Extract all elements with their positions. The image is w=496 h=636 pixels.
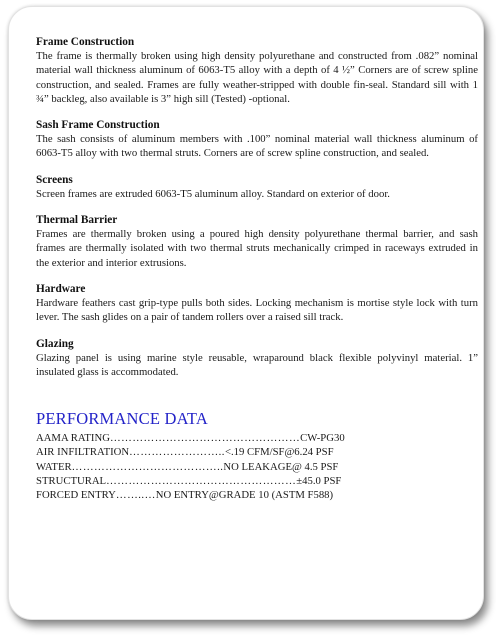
section-body: Screen frames are extruded 6063-T5 aluminum alloy. Standard on exterior of door. xyxy=(36,187,390,200)
section-thermal-barrier xyxy=(36,213,478,270)
performance-value: CW-PG30 xyxy=(300,432,345,445)
section-body: The sash consists of aluminum members with .100” nominal material wall thickness aluminum of 6063-T5 alloy with two thermal struts. Corners are of screw spline construction, and sealed. xyxy=(36,133,478,160)
section-heading: Hardware xyxy=(36,282,86,295)
performance-row-structural xyxy=(36,474,376,488)
section-sash-frame-construction xyxy=(36,118,478,161)
leader-dots: ……..… xyxy=(115,489,156,502)
performance-title: PERFORMANCE DATA xyxy=(36,409,208,429)
section-heading: Sash Frame Construction xyxy=(36,119,160,132)
performance-label: FORCED ENTRY xyxy=(36,489,116,502)
performance-value: ±45.0 PSF xyxy=(296,475,342,488)
performance-value: NO LEAKAGE@ 4.5 PSF xyxy=(223,460,339,473)
performance-label: WATER xyxy=(36,460,72,473)
performance-label: AIR INFILTRATION xyxy=(36,446,130,459)
leader-dots: …………………………………………… xyxy=(106,475,297,488)
leader-dots: …………………….. xyxy=(129,446,225,459)
section-glazing xyxy=(36,337,478,380)
performance-row-water xyxy=(36,460,376,474)
section-frame-construction xyxy=(36,35,478,106)
performance-value: NO ENTRY@GRADE 10 (ASTM F588) xyxy=(155,489,334,502)
performance-data xyxy=(36,409,478,502)
section-body: The frame is thermally broken using high density polyurethane and constructed from .082” nominal material wall thickness aluminum of 6063-T5 alloy with a depth of 4 ½” Corners are of screw spline construction, and sealed. Frames are fully weather-stripped with double fin-seal. Standard sill with 1 ¾” backleg, also available is 3” high sill (Tested) -optional. xyxy=(36,50,478,105)
performance-label: STRUCTURAL xyxy=(36,475,107,488)
section-body: Hardware feathers cast grip-type pulls both sides. Locking mechanism is mortise style lock with turn lever. The sash glides on a pair of tandem rollers over a raised sill track. xyxy=(36,296,478,324)
section-heading: Thermal Barrier xyxy=(36,214,118,227)
performance-row-air-infiltration xyxy=(36,445,376,459)
document-content xyxy=(36,35,478,503)
document-card xyxy=(8,6,484,620)
leader-dots: …………………………………………… xyxy=(109,432,301,445)
section-heading: Glazing xyxy=(36,337,74,350)
section-body: Frames are thermally broken using a poured high density polyurethane thermal barrier, and sash frames are thermally isolated with two thermal struts mechanically crimped in raceways extruded in the exterior and interior extrusions. xyxy=(36,228,478,269)
performance-value: <.19 CFM/SF@6.24 PSF xyxy=(224,446,334,459)
performance-row-aama-rating xyxy=(36,431,376,445)
performance-label: AAMA RATING xyxy=(36,432,110,445)
section-heading: Screens xyxy=(36,173,73,186)
leader-dots: ………………………………….. xyxy=(71,460,224,473)
section-heading: Frame Construction xyxy=(36,36,135,48)
performance-row-forced-entry xyxy=(36,488,376,502)
section-body: Glazing panel is using marine style reusable, wraparound black flexible polyvinyl material. 1” insulated glass is accommodated. xyxy=(36,351,478,378)
section-hardware xyxy=(36,282,478,325)
section-screens xyxy=(36,173,478,201)
